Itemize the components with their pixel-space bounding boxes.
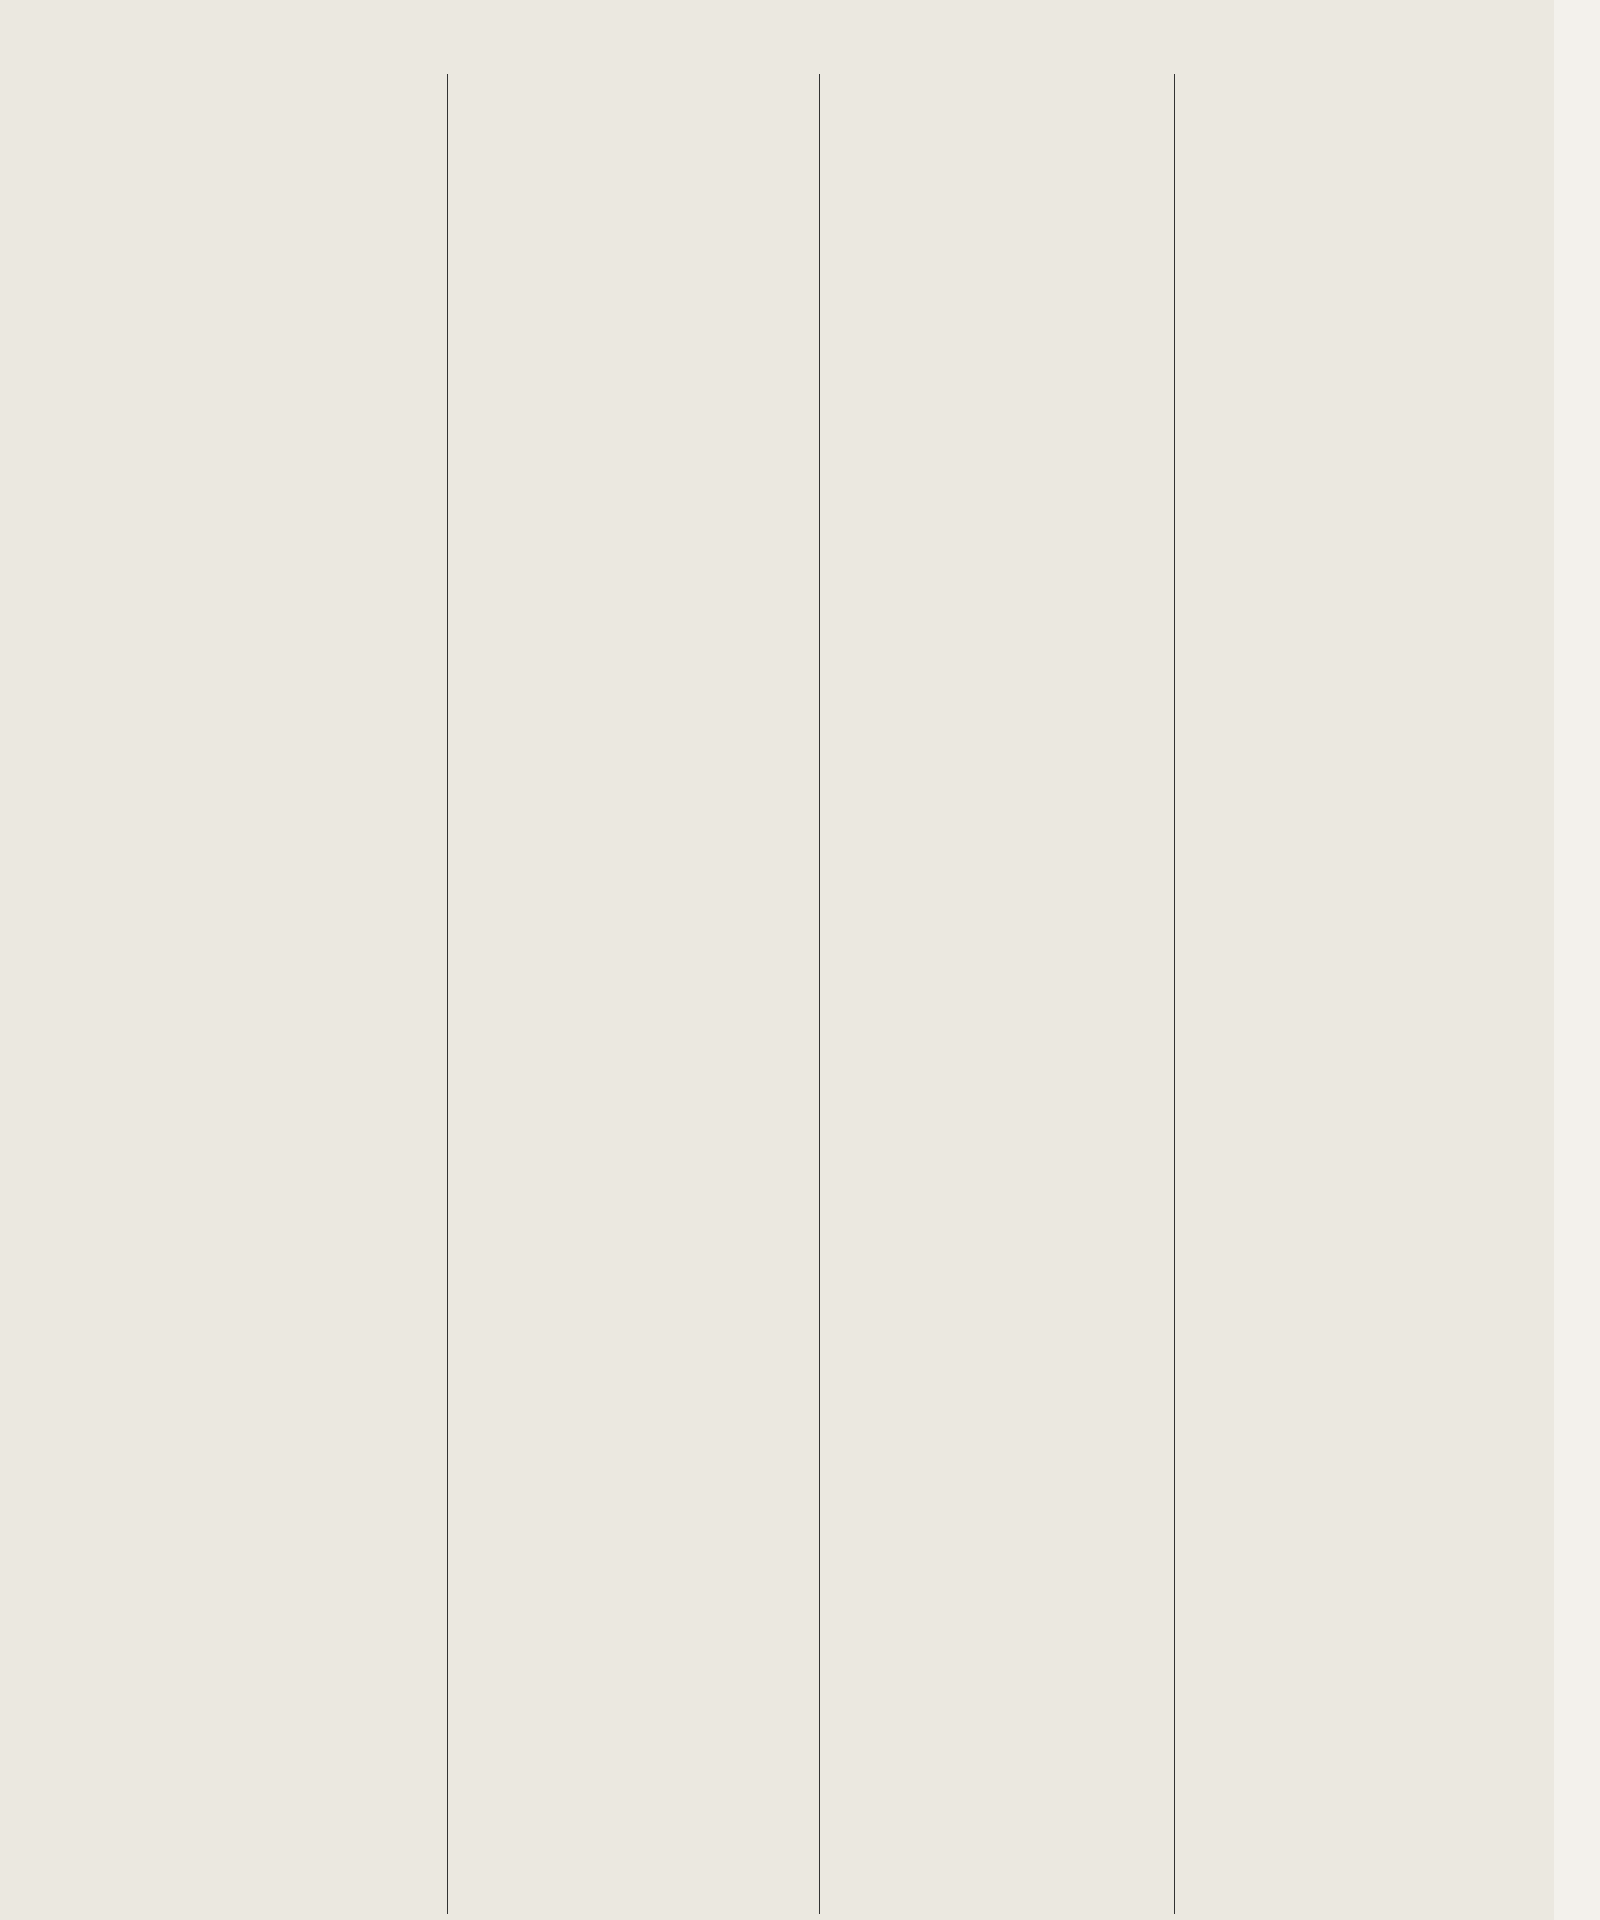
column-1 (82, 76, 444, 1911)
column-rule (819, 74, 820, 1914)
column-rule (447, 74, 448, 1914)
page-margin (1554, 0, 1600, 1920)
column-3 (823, 76, 1177, 1911)
page-header (78, 42, 1558, 68)
column-2 (452, 76, 816, 1911)
column-4 (1178, 76, 1544, 1911)
